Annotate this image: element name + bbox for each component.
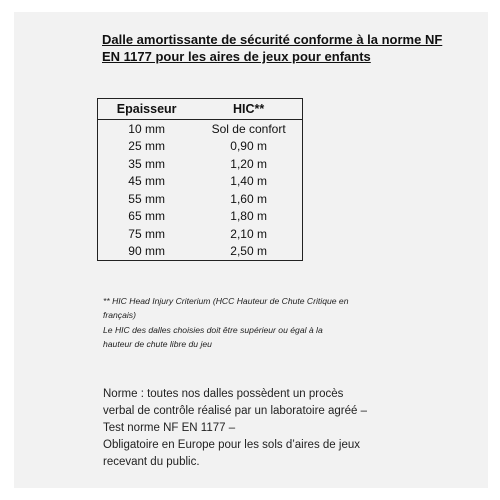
header-hic: HIC** <box>195 99 302 120</box>
table-header-row <box>98 99 303 120</box>
table-row <box>98 138 303 156</box>
thickness-cell: 65 mm <box>128 209 165 224</box>
table-row <box>98 173 303 191</box>
thickness-cell: 55 mm <box>128 191 165 206</box>
table-row <box>98 155 303 173</box>
header-epaisseur: Epaisseur <box>98 99 196 120</box>
thickness-cell: 90 mm <box>128 244 165 259</box>
footnote-line-4: hauteur de chute libre du jeu <box>103 338 212 349</box>
thickness-cell: 75 mm <box>128 226 165 241</box>
hic-cell: 2,10 m <box>230 226 267 241</box>
hic-cell: 2,50 m <box>230 244 267 259</box>
thickness-cell: 45 mm <box>128 174 165 189</box>
table-row <box>98 190 303 208</box>
hic-cell: 0,90 m <box>230 139 267 154</box>
footnote-line-2: français) <box>103 310 136 321</box>
norme-line-2: verbal de contrôle réalisé par un laboratoire agréé – <box>103 405 368 417</box>
hic-cell: 1,80 m <box>230 209 267 224</box>
thickness-cell: 25 mm <box>128 139 165 154</box>
hic-footnote <box>103 294 403 351</box>
hic-cell: 1,60 m <box>230 191 267 206</box>
hic-cell: 1,20 m <box>230 156 267 171</box>
thickness-cell: 10 mm <box>128 121 165 136</box>
title-line-1: Dalle amortissante de sécurité conforme à la norme NF <box>102 32 443 47</box>
document-title <box>102 31 462 65</box>
hic-cell: 1,40 m <box>230 174 267 189</box>
norme-line-3: Test norme NF EN 1177 – <box>103 422 236 434</box>
table-row <box>98 243 303 261</box>
norme-line-1: Norme : toutes nos dalles possèdent un procès <box>103 388 344 400</box>
footnote-line-3: Le HIC des dalles choisies doit être supérieur ou égal à la <box>103 324 323 335</box>
table-row <box>98 120 303 138</box>
hic-cell: Sol de confort <box>211 121 286 136</box>
norme-line-4: Obligatoire en Europe pour les sols d’aires de jeux <box>103 439 360 451</box>
table-row <box>98 208 303 226</box>
norme-line-5: recevant du public. <box>103 456 200 468</box>
title-line-2: EN 1177 pour les aires de jeux pour enfants <box>102 49 371 64</box>
table-row <box>98 225 303 243</box>
footnote-line-1: ** HIC Head Injury Criterium (HCC Hauteur de Chute Critique en <box>103 296 349 306</box>
hic-table <box>97 98 303 261</box>
norme-paragraph <box>103 386 433 471</box>
thickness-cell: 35 mm <box>128 156 165 171</box>
